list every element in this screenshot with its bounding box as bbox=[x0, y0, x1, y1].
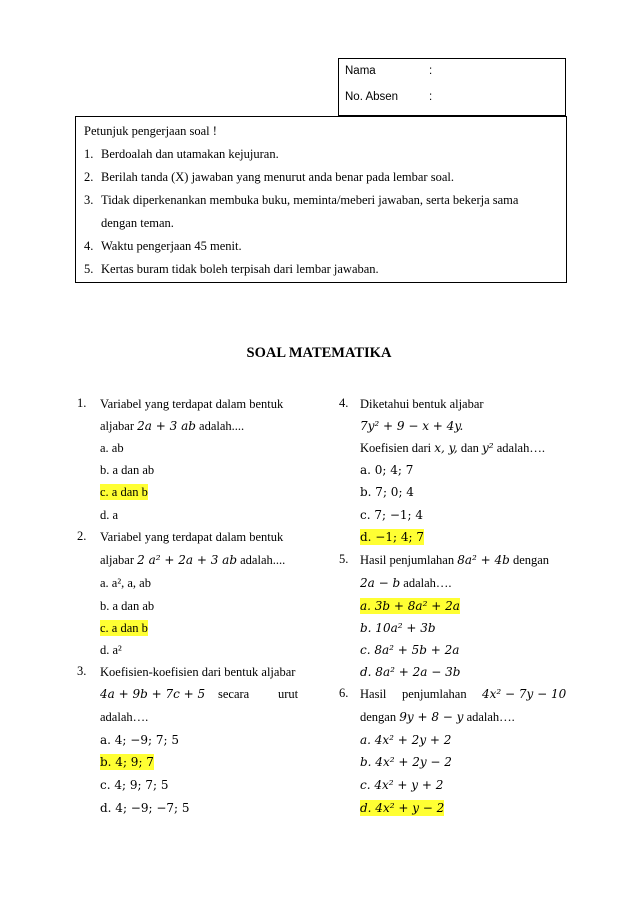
option-a[interactable]: a. a², a, ab bbox=[100, 576, 151, 590]
option-c-answer[interactable]: c. a dan b bbox=[100, 621, 148, 635]
option-a[interactable]: a. ab bbox=[100, 441, 124, 455]
absen-colon: : bbox=[429, 91, 433, 103]
name-colon: : bbox=[429, 65, 433, 77]
question-text: Koefisien dari x, y, dan y² adalah…. bbox=[360, 441, 545, 455]
option-d-answer[interactable]: d. −1; 4; 7 bbox=[360, 530, 424, 544]
instruction-item: 2. Berilah tanda (X) jawaban yang menurut anda benar pada lembar soal. bbox=[84, 170, 454, 184]
question-text: dengan 9y + 8 − y adalah…. bbox=[360, 710, 515, 724]
option-b[interactable]: b. 10a² + 3b bbox=[360, 621, 436, 635]
question-number: 2. bbox=[77, 529, 87, 543]
question-text: aljabar 2a + 3 ab adalah.... bbox=[100, 419, 245, 433]
option-a[interactable]: a. 0; 4; 7 bbox=[360, 463, 414, 477]
question-number: 3. bbox=[77, 664, 87, 678]
option-d-answer[interactable]: d. 4x² + y − 2 bbox=[360, 801, 445, 815]
instructions-box bbox=[75, 116, 567, 283]
page-title: SOAL MATEMATIKA bbox=[246, 345, 392, 361]
question-text: Variabel yang terdapat dalam bentuk bbox=[100, 397, 284, 411]
option-c[interactable]: c. 8a² + 5b + 2a bbox=[360, 643, 460, 657]
option-a[interactable]: a. 4; −9; 7; 5 bbox=[100, 733, 179, 747]
option-d[interactable]: d. 8a² + 2a − 3b bbox=[360, 665, 461, 679]
question-text: 2a − b adalah…. bbox=[360, 576, 452, 590]
question-text: Hasil penjumlahan 8a² + 4b dengan bbox=[360, 553, 550, 567]
option-d[interactable]: d. a² bbox=[100, 643, 122, 657]
option-d[interactable]: d. a bbox=[100, 508, 119, 522]
name-row bbox=[345, 65, 433, 81]
instruction-item: 1. Berdoalah dan utamakan kejujuran. bbox=[84, 147, 279, 161]
absen-label: No. Absen bbox=[345, 91, 399, 103]
question-text: Koefisien-koefisien dari bentuk aljabar bbox=[100, 665, 296, 679]
option-d[interactable]: d. 4; −9; −7; 5 bbox=[100, 801, 190, 815]
question-text: Diketahui bentuk aljabar bbox=[360, 397, 484, 411]
option-b[interactable]: b. a dan ab bbox=[100, 463, 155, 477]
identity-box bbox=[338, 58, 566, 116]
option-b[interactable]: b. a dan ab bbox=[100, 599, 155, 613]
option-a[interactable]: a. 4x² + 2y + 2 bbox=[360, 733, 452, 747]
question-text: 4a + 9b + 7c + 5 secara urut bbox=[100, 687, 299, 701]
instruction-item: 3. Tidak diperkenankan membuka buku, meminta/meberi jawaban, serta bekerja sama bbox=[84, 193, 519, 207]
instruction-item: 4. Waktu pengerjaan 45 menit. bbox=[84, 239, 242, 253]
option-c[interactable]: c. 4x² + y + 2 bbox=[360, 778, 444, 792]
name-label: Nama bbox=[345, 65, 376, 77]
question-text: Hasil penjumlahan 4x² − 7y − 10 bbox=[360, 687, 567, 701]
question-number: 5. bbox=[339, 552, 349, 566]
instructions-heading: Petunjuk pengerjaan soal ! bbox=[84, 124, 217, 138]
absen-row bbox=[345, 91, 433, 107]
option-c-answer[interactable]: c. a dan b bbox=[100, 485, 148, 499]
question-text: adalah…. bbox=[100, 710, 149, 724]
question-text: 7y² + 9 − x + 4y. bbox=[360, 419, 464, 433]
instruction-item: dengan teman. bbox=[101, 216, 174, 230]
option-c[interactable]: c. 7; −1; 4 bbox=[360, 508, 424, 522]
question-number: 6. bbox=[339, 686, 349, 700]
question-text: aljabar 2 a² + 2a + 3 ab adalah.... bbox=[100, 553, 286, 567]
question-number: 4. bbox=[339, 396, 349, 410]
question-text: Variabel yang terdapat dalam bentuk bbox=[100, 530, 284, 544]
option-b[interactable]: b. 7; 0; 4 bbox=[360, 485, 414, 499]
instruction-item: 5. Kertas buram tidak boleh terpisah dari lembar jawaban. bbox=[84, 262, 379, 276]
option-a-answer[interactable]: a. 3b + 8a² + 2a bbox=[360, 599, 460, 613]
question-number: 1. bbox=[77, 396, 87, 410]
option-b-answer[interactable]: b. 4; 9; 7 bbox=[100, 755, 154, 769]
option-c[interactable]: c. 4; 9; 7; 5 bbox=[100, 778, 169, 792]
option-b[interactable]: b. 4x² + 2y − 2 bbox=[360, 755, 452, 769]
